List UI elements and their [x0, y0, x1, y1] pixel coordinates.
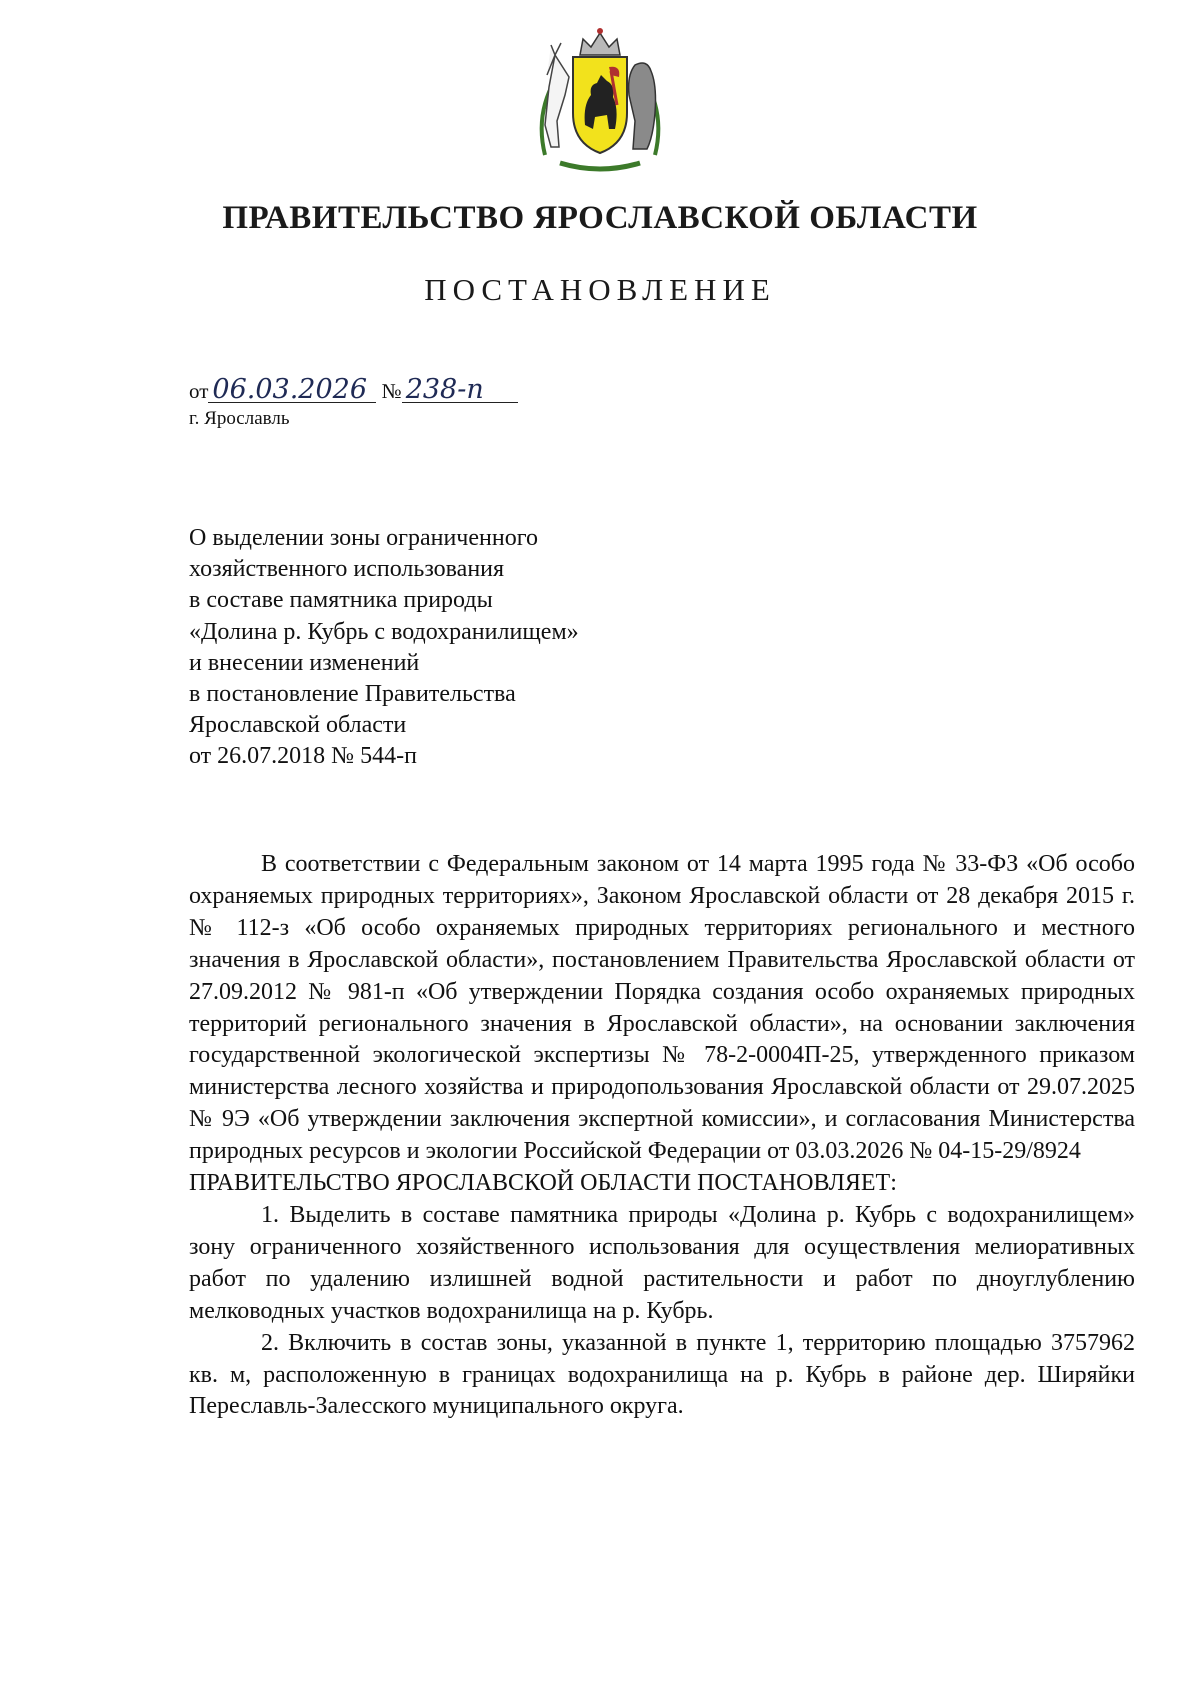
- subject-line: «Долина р. Кубрь с водохранилищем»: [189, 618, 579, 645]
- handwritten-number: 238-п: [402, 378, 518, 403]
- subject-line: и внесении изменений: [189, 649, 420, 676]
- resolves-line: ПРАВИТЕЛЬСТВО ЯРОСЛАВСКОЙ ОБЛАСТИ ПОСТАНОВЛЯЕТ:: [189, 1170, 897, 1197]
- handwritten-date: 06.03.2026: [208, 378, 376, 403]
- document-body: [189, 849, 1135, 1423]
- subject-line: хозяйственного использования: [189, 556, 505, 583]
- subject-line: О выделении зоны ограниченного: [189, 525, 538, 551]
- item-1-paragraph: 1. Выделить в составе памятника природы «Долина р. Кубрь с водохранилищем» зону ограниченного хозяйственного использования для осуществления мелиоративных работ по удалению излишней водной растительности и работ по дноуглублению мелководных участков водохранилища на р. Кубрь.: [189, 1201, 1135, 1324]
- subject-line: в составе памятника природы: [189, 587, 493, 614]
- government-title: ПРАВИТЕЛЬСТВО ЯРОСЛАВСКОЙ ОБЛАСТИ: [222, 200, 978, 236]
- item-2-paragraph: 2. Включить в состав зоны, указанной в пункте 1, территорию площадью 3757962 кв. м, расположенную в границах водохранилища на р. Кубрь в районе дер. Ширяйки Переславль-Залесского муниципального округа.: [189, 1329, 1135, 1420]
- subject-line: Ярославской области: [189, 712, 407, 739]
- number-prefix: №: [381, 379, 402, 403]
- document-subject: [189, 523, 579, 773]
- subject-line: от 26.07.2018 № 544-п: [189, 743, 417, 770]
- preamble-paragraph: В соответствии с Федеральным законом от 14 марта 1995 года № 33-ФЗ «Об особо охраняемых природных территориях», Законом Ярославской области от 28 декабря 2015 г. № 112-з «Об особо охраняемых природных территориях регионального и местного значения в Ярославской области», постановлением Правительства Ярославской области от 27.09.2012 № 981-п «Об утверждении Порядка создания особо охраняемых природных территорий регионального значения в Ярославской области», на основании заключения государственной экологической экспертизы № 78-2-0004П-25, утвержденного приказом министерства лесного хозяйства и природопользования Ярославской области от 29.07.2025 № 9Э «Об утверждении заключения экспертной комиссии», и согласования Министерства природных ресурсов и экологии Российской Федерации от 03.03.2026 № 04-15-29/8924: [189, 851, 1135, 1165]
- subject-line: в постановление Правительства: [189, 681, 516, 708]
- yaroslavl-region-coat-of-arms-icon: [525, 25, 675, 175]
- city: г. Ярославль: [189, 408, 290, 429]
- document-type: ПОСТАНОВЛЕНИЕ: [424, 272, 776, 307]
- date-number-line: [189, 374, 518, 405]
- date-prefix: от: [189, 379, 209, 403]
